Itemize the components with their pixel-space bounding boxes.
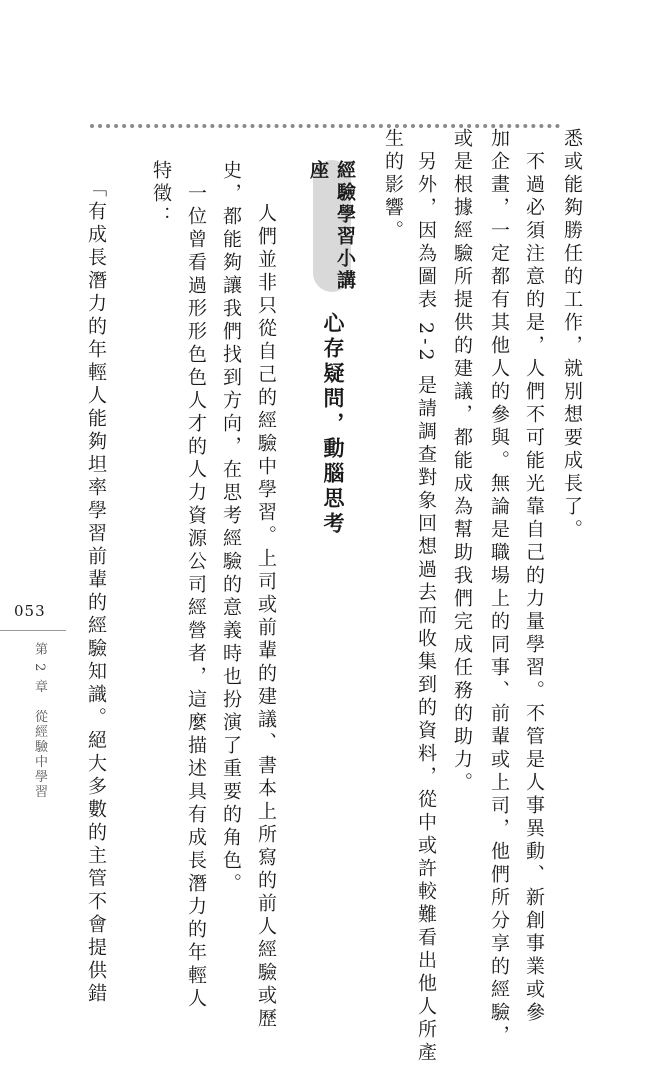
- body-line-6: 生的影響。: [382, 128, 404, 243]
- sidebar-heading: 心存疑問，動腦思考: [321, 312, 345, 537]
- section-divider: [90, 124, 560, 128]
- body-line-1: 悉或能夠勝任的工作，就別想要成長了。: [561, 128, 583, 542]
- page-number: 053: [14, 602, 46, 620]
- body-line-4: 或是根據經驗所提供的建議，都能成為幫助我們完成任務的助力。: [451, 128, 473, 795]
- sidebar-line-3: 一位曾看過形形色色人才的人力資源公司經營者，這麼描述具有成長潛力的年輕人: [185, 160, 207, 1011]
- body-line-3: 加企畫，一定都有其他人的參與。無論是職場上的同事、前輩或上司，他們所分享的經驗，: [488, 128, 510, 1048]
- sidebar-line-5: 「有成長潛力的年輕人能夠坦率學習前輩的經驗知識。絕大多數的主管不會提供錯: [85, 178, 107, 1006]
- body-line-5: 另外，因為圖表 2-2 是請調查對象回想過去而收集到的資料，從中或許較難看出他人所產: [415, 128, 437, 1065]
- sidebar-line-1: 人們並非只從自己的經驗中學習。上司或前輩的建議、書本上所寫的前人經驗或歷: [255, 180, 277, 1031]
- sidebar-line-2: 史，都能夠讓我們找到方向，在思考經驗的意義時也扮演了重要的角色。: [220, 160, 242, 896]
- footer-rule: [0, 630, 66, 631]
- sidebar-line-4: 特徵：: [150, 160, 172, 229]
- body-line-2: 不過必須注意的是，人們不可能光靠自己的力量學習。不管是人事異動、新創事業或參: [523, 128, 545, 1025]
- sidebar-badge: 經驗學習小講座: [307, 160, 356, 292]
- running-head: 第 2 章 從經驗中學習: [32, 642, 47, 800]
